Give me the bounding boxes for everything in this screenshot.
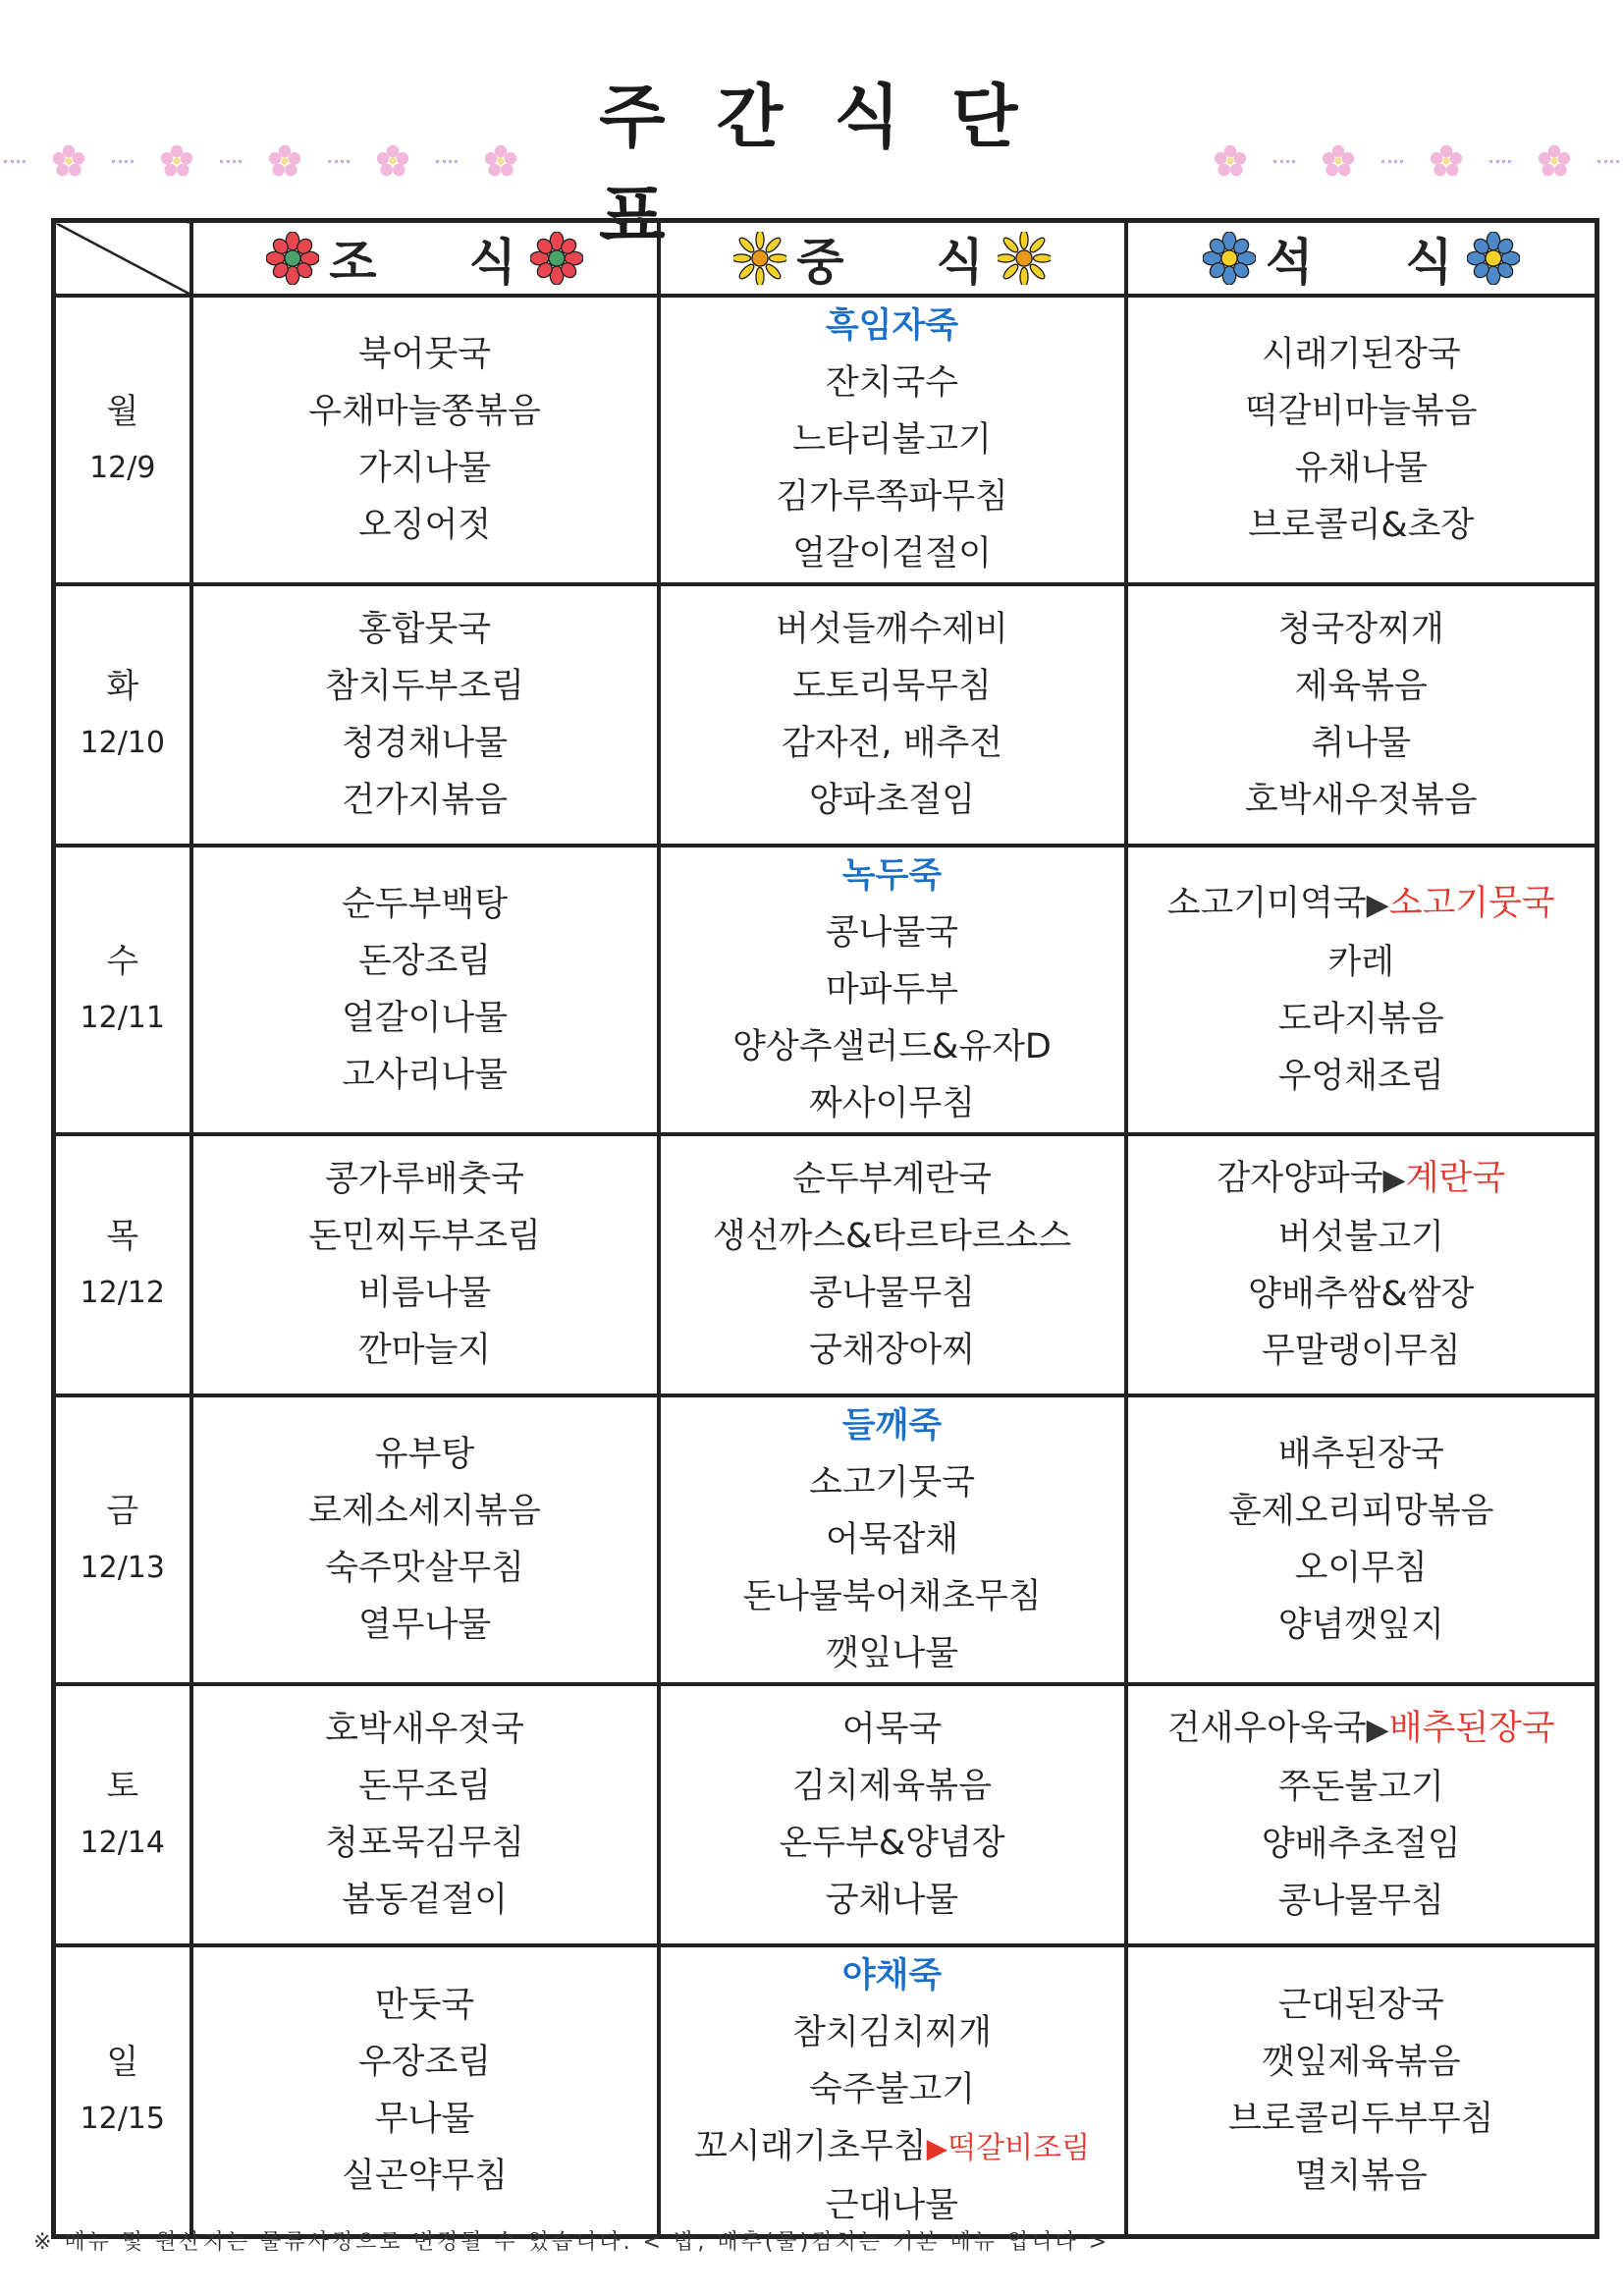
menu-item: [661, 1511, 1124, 1568]
day-cell: [54, 1134, 191, 1395]
menu-item-text: 얼갈이겉절이: [792, 534, 992, 574]
menu-item-text: 훈제오리피망볶음: [1228, 1492, 1494, 1531]
lunch-header-label-1: 중: [796, 234, 848, 291]
day-date: 12/10: [80, 726, 165, 760]
menu-item: [661, 468, 1124, 525]
menu-item-text: 멸치볶음: [1294, 2157, 1428, 2196]
menu-item: 유부탕: [374, 1435, 475, 1474]
menu-item-text: 궁채장아찌: [808, 1331, 976, 1370]
lunch-cell: [659, 1684, 1126, 1945]
menu-item: [661, 658, 1124, 715]
menu-item: 돈민찌두부조림: [308, 1217, 541, 1256]
menu-item-text: 양배추초절임: [1261, 1825, 1461, 1864]
title-row: [0, 77, 1623, 256]
menu-item: 우장조림: [357, 2043, 492, 2082]
weekly-menu-table: [51, 218, 1599, 2239]
menu-item-text: 오이무침: [1294, 1549, 1428, 1588]
menu-item: 열무나물: [357, 1606, 492, 1645]
menu-item: [661, 1758, 1124, 1815]
day-name: 월: [106, 392, 139, 431]
lunch-cell: [659, 1395, 1126, 1684]
menu-item: [1128, 1483, 1596, 1540]
menu-item-text: 양상추샐러드&유자D: [732, 1027, 1052, 1066]
menu-item: 가지나물: [357, 449, 492, 488]
menu-item: 콩가루배춧국: [325, 1160, 524, 1199]
lunch-cell: [659, 296, 1126, 584]
menu-item: [1128, 875, 1596, 934]
day-name: 수: [106, 942, 139, 981]
menu-item-text: 건새우아욱국: [1166, 1709, 1367, 1748]
replacement-menu-text: 계란국: [1405, 1159, 1506, 1198]
menu-item: [1128, 2034, 1596, 2091]
day-row: [54, 584, 1597, 846]
menu-item: [661, 2118, 1124, 2177]
day-date: 12/9: [89, 451, 156, 485]
menu-item: 깐마늘지: [357, 1331, 492, 1370]
menu-item: 홍합뭇국: [357, 610, 492, 649]
menu-item: [661, 1568, 1124, 1625]
menu-item: 건가지볶음: [341, 781, 509, 820]
menu-item: [1128, 440, 1596, 497]
day-row: [54, 1134, 1597, 1395]
pink-flower-icon: [375, 143, 410, 179]
menu-item-text: 감자양파국: [1217, 1159, 1383, 1198]
menu-item-text: 우엉채조림: [1277, 1057, 1444, 1096]
menu-item: [661, 1322, 1124, 1379]
menu-item-text: 어묵잡채: [825, 1520, 959, 1559]
menu-item: 참치두부조림: [325, 667, 524, 706]
replacement-arrow-icon: ▶: [1366, 888, 1389, 922]
menu-item-text: 궁채나물: [825, 1881, 959, 1920]
day-cell: [54, 846, 191, 1134]
replacement-menu-text: 배추된장국: [1388, 1709, 1555, 1748]
menu-item-text: 호박새우젓볶음: [1244, 781, 1478, 820]
menu-item-text: 순두부계란국: [792, 1160, 992, 1199]
left-flower-decoration: [0, 143, 540, 179]
lunch-cell: [659, 1945, 1126, 2237]
menu-item-text: 김가루쪽파무침: [776, 477, 1008, 517]
breakfast-cell: [191, 1395, 659, 1684]
menu-item-text: 취나물: [1311, 724, 1411, 763]
menu-item: 만둣국: [374, 1986, 475, 2025]
menu-item: [1128, 1816, 1596, 1873]
menu-item-text: 감자전, 배추전: [781, 724, 1003, 763]
menu-item: [661, 1454, 1124, 1511]
menu-item-text: 유채나물: [1294, 449, 1428, 488]
menu-item: [1128, 1597, 1596, 1654]
pink-flower-icon: [1429, 143, 1464, 179]
menu-item: 북어뭇국: [357, 335, 492, 374]
menu-item: 오징어젓: [357, 506, 492, 545]
replacement-menu-text: 소고기뭇국: [1388, 884, 1555, 923]
breakfast-cell: [191, 1945, 659, 2237]
menu-item-text: 도토리묵무침: [792, 667, 992, 706]
menu-item: [661, 1018, 1124, 1075]
menu-item: 청경채나물: [341, 724, 509, 763]
day-name: 화: [106, 667, 139, 706]
menu-item-text: 온두부&양념장: [779, 1824, 1005, 1863]
menu-item-text: 잔치국수: [825, 363, 959, 403]
menu-item: [661, 2061, 1124, 2118]
menu-item: 무나물: [374, 2100, 475, 2139]
pink-flower-icon: [159, 143, 194, 179]
lunch-cell: [659, 584, 1126, 846]
day-row: [54, 846, 1597, 1134]
menu-item: [1128, 715, 1596, 772]
day-row: [54, 296, 1597, 584]
menu-item: [1128, 2091, 1596, 2148]
pink-flower-icon: [1213, 143, 1248, 179]
breakfast-header-label-1: 조: [329, 234, 381, 291]
menu-item: 우채마늘쫑볶음: [308, 392, 541, 431]
menu-item: [661, 411, 1124, 468]
menu-item-text: 근대된장국: [1277, 1986, 1444, 2025]
day-row: [54, 1684, 1597, 1945]
menu-item-text: 콩나물무침: [1277, 1882, 1444, 1921]
menu-item-text: 짜사이무침: [808, 1084, 976, 1123]
lunch-cell: [659, 1134, 1126, 1395]
day-cell: [54, 584, 191, 846]
day-row: [54, 1395, 1597, 1684]
menu-item: [661, 1625, 1124, 1682]
menu-item-text: 야채죽: [841, 1956, 943, 1995]
footer-note: ※ 메뉴 및 원산지는 물류사정으로 변경될 수 있습니다. < 밥, 배추(물)김치는 기본 메뉴 입니다 >: [33, 2230, 1110, 2255]
menu-item: [661, 601, 1124, 658]
breakfast-cell: [191, 846, 659, 1134]
menu-item: [1128, 1209, 1596, 1266]
menu-item: [1128, 658, 1596, 715]
menu-item: 비름나물: [357, 1274, 492, 1313]
right-flower-decoration: [1191, 143, 1623, 179]
dinner-cell: [1126, 584, 1597, 846]
pink-flower-icon: [51, 143, 86, 179]
dinner-cell: [1126, 1684, 1597, 1945]
menu-item: [661, 525, 1124, 582]
menu-item-text: 콩나물국: [825, 913, 959, 953]
red-flower-icon: [530, 232, 583, 285]
lunch-header: [659, 221, 1126, 297]
replacement-arrow-icon: ▶: [1366, 1713, 1389, 1747]
menu-item: [661, 847, 1124, 904]
menu-item: [661, 961, 1124, 1018]
menu-item: 숙주맛살무침: [325, 1549, 524, 1588]
menu-item-text: 소고기미역국: [1166, 884, 1367, 923]
menu-item-text: 어묵국: [841, 1710, 943, 1749]
lunch-header-label-2: 식: [936, 234, 988, 291]
pink-flower-icon: [483, 143, 518, 179]
menu-item: [661, 1701, 1124, 1758]
menu-item-text: 브로콜리두부무침: [1228, 2100, 1494, 2139]
day-date: 12/11: [80, 1001, 165, 1035]
menu-item-text: 떡갈비마늘볶음: [1244, 392, 1478, 431]
day-cell: [54, 1684, 191, 1945]
menu-item: 고사리나물: [341, 1056, 509, 1095]
day-date: 12/14: [80, 1826, 165, 1860]
breakfast-header: [191, 221, 659, 297]
menu-item: [1128, 1323, 1596, 1380]
day-date: 12/13: [80, 1551, 165, 1585]
menu-item: [1128, 1266, 1596, 1323]
menu-item-text: 브로콜리&초장: [1248, 506, 1475, 545]
menu-item: [1128, 991, 1596, 1048]
menu-item: [1128, 383, 1596, 440]
menu-item-text: 소고기뭇국: [808, 1463, 976, 1503]
menu-item-text: 김치제육볶음: [792, 1767, 992, 1806]
menu-item-text: 들깨죽: [841, 1406, 943, 1446]
day-cell: [54, 1945, 191, 2237]
page-title: 주간식단표: [599, 77, 1069, 256]
menu-item: 로제소세지볶음: [308, 1492, 541, 1531]
day-row: [54, 1945, 1597, 2237]
day-cell: [54, 296, 191, 584]
menu-body: [54, 296, 1597, 2237]
breakfast-cell: [191, 296, 659, 584]
replacement-menu-text: 떡갈비조림: [947, 2131, 1091, 2165]
menu-item: [661, 1947, 1124, 2004]
menu-item: [661, 772, 1124, 829]
breakfast-header-label-2: 식: [468, 234, 520, 291]
menu-item: [661, 298, 1124, 355]
menu-item: [1128, 1759, 1596, 1816]
menu-item-text: 버섯들깨수제비: [776, 610, 1008, 649]
pink-flower-icon: [1537, 143, 1572, 179]
day-name: 목: [106, 1217, 139, 1256]
day-name: 일: [106, 2043, 139, 2082]
dinner-cell: [1126, 296, 1597, 584]
day-name: 금: [106, 1492, 139, 1531]
day-date: 12/12: [80, 1276, 165, 1310]
menu-item-text: 시래기된장국: [1261, 335, 1461, 374]
menu-item-text: 꼬시래기초무침: [693, 2127, 927, 2166]
menu-item: [661, 1815, 1124, 1872]
menu-item: [1128, 1150, 1596, 1209]
menu-item-text: 마파두부: [825, 970, 959, 1010]
menu-item: 봄동겉절이: [341, 1881, 509, 1920]
replacement-arrow-icon: ▶: [1382, 1163, 1406, 1197]
menu-item-text: 느타리불고기: [792, 420, 992, 460]
menu-item-text: 콩나물무침: [808, 1274, 976, 1313]
menu-item-text: 녹두죽: [841, 856, 943, 896]
corner-cell: [54, 221, 191, 297]
menu-item: [661, 1151, 1124, 1208]
menu-item-text: 양배추쌈&쌈장: [1248, 1275, 1475, 1314]
day-cell: [54, 1395, 191, 1684]
menu-item-text: 쭈돈불고기: [1277, 1768, 1444, 1807]
yellow-flower-icon: [733, 232, 786, 285]
header-row: [54, 221, 1597, 297]
menu-item-text: 근대나물: [825, 2186, 959, 2225]
menu-item: 돈무조림: [357, 1767, 492, 1806]
menu-item: [1128, 1540, 1596, 1597]
menu-item-text: 생선까스&타르타르소스: [712, 1217, 1072, 1256]
menu-item: 청포묵김무침: [325, 1824, 524, 1863]
menu-item: [1128, 2148, 1596, 2205]
replacement-arrow-icon: ▶: [926, 2132, 948, 2164]
menu-item-text: 양파초절임: [808, 781, 976, 820]
menu-item: [1128, 772, 1596, 829]
lunch-cell: [659, 846, 1126, 1134]
blue-flower-icon: [1203, 232, 1256, 285]
breakfast-cell: [191, 1684, 659, 1945]
pink-flower-icon: [1321, 143, 1356, 179]
menu-item: [1128, 1700, 1596, 1759]
menu-item: 호박새우젓국: [325, 1710, 524, 1749]
breakfast-cell: [191, 1134, 659, 1395]
menu-item: [661, 1265, 1124, 1322]
menu-item: 돈장조림: [357, 942, 492, 981]
dinner-header-label-1: 석: [1265, 234, 1318, 291]
menu-item: 순두부백탕: [341, 885, 509, 924]
menu-item-text: 제육볶음: [1294, 667, 1428, 706]
blue-flower-icon: [1467, 232, 1520, 285]
menu-item: [1128, 1977, 1596, 2034]
menu-item: [1128, 1048, 1596, 1105]
menu-item: [661, 1208, 1124, 1265]
menu-item: [1128, 1873, 1596, 1930]
menu-item: 얼갈이나물: [341, 999, 509, 1038]
menu-item-text: 배추된장국: [1277, 1435, 1444, 1474]
menu-item: [1128, 497, 1596, 554]
menu-item: [661, 2004, 1124, 2061]
pink-flower-icon: [267, 143, 302, 179]
menu-item-text: 도라지볶음: [1277, 1000, 1444, 1039]
dinner-cell: [1126, 1134, 1597, 1395]
menu-item-text: 버섯불고기: [1277, 1218, 1444, 1257]
dinner-cell: [1126, 846, 1597, 1134]
menu-item: [661, 1397, 1124, 1454]
menu-item-text: 숙주불고기: [808, 2070, 976, 2109]
menu-item: [1128, 934, 1596, 991]
menu-item-text: 무말랭이무침: [1261, 1332, 1461, 1371]
dinner-cell: [1126, 1395, 1597, 1684]
dinner-header: [1126, 221, 1597, 297]
menu-item: [1128, 1426, 1596, 1483]
menu-item: 실곤약무침: [341, 2157, 509, 2196]
day-date: 12/15: [80, 2102, 165, 2136]
red-flower-icon: [266, 232, 319, 285]
menu-item: [1128, 601, 1596, 658]
menu-item-text: 양념깻잎지: [1277, 1606, 1444, 1645]
menu-item: [661, 715, 1124, 772]
breakfast-cell: [191, 584, 659, 846]
menu-item-text: 참치김치찌개: [792, 2013, 992, 2052]
menu-item-text: 청국장찌개: [1277, 610, 1444, 649]
yellow-flower-icon: [998, 232, 1051, 285]
day-name: 토: [106, 1767, 139, 1806]
menu-item-text: 돈나물북어채초무침: [742, 1577, 1042, 1616]
menu-item: [661, 355, 1124, 411]
menu-item-text: 깻잎제육볶음: [1261, 2043, 1461, 2082]
menu-item-text: 카레: [1327, 943, 1395, 982]
menu-item: [661, 904, 1124, 961]
menu-item: [661, 1075, 1124, 1132]
menu-item: [1128, 326, 1596, 383]
menu-item: [661, 1872, 1124, 1929]
dinner-header-label-2: 식: [1405, 234, 1457, 291]
menu-item-text: 깻잎나물: [825, 1634, 959, 1673]
dinner-cell: [1126, 1945, 1597, 2237]
menu-item-text: 흑임자죽: [825, 306, 959, 346]
